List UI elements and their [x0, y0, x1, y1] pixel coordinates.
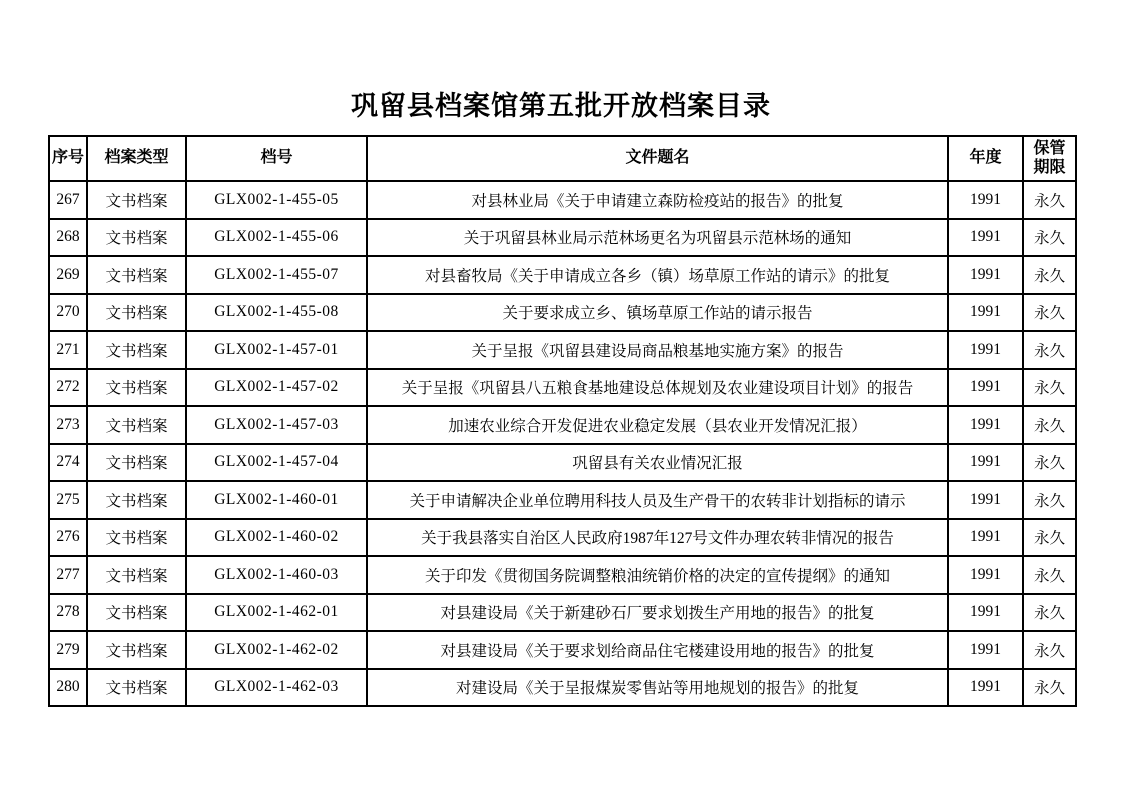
- page-title: 巩留县档案馆第五批开放档案目录: [351, 91, 771, 121]
- table-row: [49, 594, 1076, 632]
- cell-retention: 永久: [1023, 444, 1076, 482]
- cell-doc-title: 对建设局《关于呈报煤炭零售站等用地规划的报告》的批复: [367, 669, 948, 707]
- cell-retention: 永久: [1023, 631, 1076, 669]
- cell-year: 1991: [948, 256, 1023, 294]
- cell-retention: 永久: [1023, 294, 1076, 332]
- cell-retention: 永久: [1023, 406, 1076, 444]
- cell-archive-type: 文书档案: [87, 631, 186, 669]
- header-doc-number: 档号: [186, 136, 367, 181]
- cell-retention: 永久: [1023, 369, 1076, 407]
- cell-doc-number: GLX002-1-460-03: [186, 556, 367, 594]
- cell-seq: 279: [49, 631, 87, 669]
- cell-seq: 280: [49, 669, 87, 707]
- cell-year: 1991: [948, 481, 1023, 519]
- table-row: [49, 556, 1076, 594]
- cell-doc-number: GLX002-1-455-05: [186, 181, 367, 219]
- cell-year: 1991: [948, 294, 1023, 332]
- table-row: [49, 181, 1076, 219]
- cell-doc-title: 关于要求成立乡、镇场草原工作站的请示报告: [367, 294, 948, 332]
- cell-doc-number: GLX002-1-462-02: [186, 631, 367, 669]
- table-header-row: [49, 136, 1076, 181]
- table-row: [49, 631, 1076, 669]
- cell-doc-title: 关于呈报《巩留县建设局商品粮基地实施方案》的报告: [367, 331, 948, 369]
- cell-archive-type: 文书档案: [87, 594, 186, 632]
- table-row: [49, 219, 1076, 257]
- cell-retention: 永久: [1023, 331, 1076, 369]
- cell-seq: 278: [49, 594, 87, 632]
- cell-seq: 269: [49, 256, 87, 294]
- cell-doc-title: 对县畜牧局《关于申请成立各乡（镇）场草原工作站的请示》的批复: [367, 256, 948, 294]
- cell-doc-title: 关于我县落实自治区人民政府1987年127号文件办理农转非情况的报告: [367, 519, 948, 557]
- cell-year: 1991: [948, 406, 1023, 444]
- cell-doc-number: GLX002-1-457-01: [186, 331, 367, 369]
- cell-doc-title: 加速农业综合开发促进农业稳定发展（县农业开发情况汇报）: [367, 406, 948, 444]
- cell-retention: 永久: [1023, 594, 1076, 632]
- cell-year: 1991: [948, 331, 1023, 369]
- cell-archive-type: 文书档案: [87, 181, 186, 219]
- cell-doc-number: GLX002-1-455-08: [186, 294, 367, 332]
- cell-seq: 267: [49, 181, 87, 219]
- header-year: 年度: [948, 136, 1023, 181]
- cell-year: 1991: [948, 369, 1023, 407]
- table-row: [49, 406, 1076, 444]
- cell-archive-type: 文书档案: [87, 556, 186, 594]
- cell-year: 1991: [948, 519, 1023, 557]
- cell-retention: 永久: [1023, 256, 1076, 294]
- table-header: [49, 136, 1076, 181]
- cell-doc-number: GLX002-1-462-01: [186, 594, 367, 632]
- cell-archive-type: 文书档案: [87, 219, 186, 257]
- cell-seq: 273: [49, 406, 87, 444]
- cell-archive-type: 文书档案: [87, 294, 186, 332]
- cell-year: 1991: [948, 594, 1023, 632]
- cell-doc-title: 对县建设局《关于新建砂石厂要求划拨生产用地的报告》的批复: [367, 594, 948, 632]
- cell-seq: 270: [49, 294, 87, 332]
- cell-seq: 276: [49, 519, 87, 557]
- cell-archive-type: 文书档案: [87, 669, 186, 707]
- cell-doc-number: GLX002-1-455-06: [186, 219, 367, 257]
- cell-doc-title: 关于印发《贯彻国务院调整粮油统销价格的决定的宣传提纲》的通知: [367, 556, 948, 594]
- cell-archive-type: 文书档案: [87, 481, 186, 519]
- header-doc-title: 文件题名: [367, 136, 948, 181]
- cell-doc-number: GLX002-1-460-02: [186, 519, 367, 557]
- cell-retention: 永久: [1023, 556, 1076, 594]
- cell-archive-type: 文书档案: [87, 519, 186, 557]
- cell-seq: 271: [49, 331, 87, 369]
- cell-doc-number: GLX002-1-460-01: [186, 481, 367, 519]
- header-retention: 保管期限: [1023, 136, 1076, 181]
- cell-doc-number: GLX002-1-457-03: [186, 406, 367, 444]
- cell-doc-title: 巩留县有关农业情况汇报: [367, 444, 948, 482]
- cell-archive-type: 文书档案: [87, 331, 186, 369]
- archive-catalog-table: [48, 135, 1077, 707]
- cell-year: 1991: [948, 444, 1023, 482]
- cell-retention: 永久: [1023, 181, 1076, 219]
- cell-doc-title: 对县林业局《关于申请建立森防检疫站的报告》的批复: [367, 181, 948, 219]
- cell-doc-title: 对县建设局《关于要求划给商品住宅楼建设用地的报告》的批复: [367, 631, 948, 669]
- cell-doc-number: GLX002-1-455-07: [186, 256, 367, 294]
- cell-year: 1991: [948, 631, 1023, 669]
- cell-seq: 275: [49, 481, 87, 519]
- header-archive-type: 档案类型: [87, 136, 186, 181]
- cell-retention: 永久: [1023, 519, 1076, 557]
- cell-archive-type: 文书档案: [87, 256, 186, 294]
- cell-doc-number: GLX002-1-457-02: [186, 369, 367, 407]
- table-row: [49, 669, 1076, 707]
- cell-seq: 277: [49, 556, 87, 594]
- header-seq: 序号: [49, 136, 87, 181]
- cell-archive-type: 文书档案: [87, 444, 186, 482]
- table-row: [49, 331, 1076, 369]
- table-body: [49, 181, 1076, 706]
- cell-year: 1991: [948, 181, 1023, 219]
- cell-seq: 268: [49, 219, 87, 257]
- table-row: [49, 369, 1076, 407]
- cell-retention: 永久: [1023, 219, 1076, 257]
- cell-seq: 274: [49, 444, 87, 482]
- cell-doc-number: GLX002-1-457-04: [186, 444, 367, 482]
- cell-year: 1991: [948, 219, 1023, 257]
- cell-doc-number: GLX002-1-462-03: [186, 669, 367, 707]
- table-row: [49, 294, 1076, 332]
- table-row: [49, 519, 1076, 557]
- cell-archive-type: 文书档案: [87, 406, 186, 444]
- table-row: [49, 444, 1076, 482]
- cell-seq: 272: [49, 369, 87, 407]
- cell-doc-title: 关于申请解决企业单位聘用科技人员及生产骨干的农转非计划指标的请示: [367, 481, 948, 519]
- cell-doc-title: 关于巩留县林业局示范林场更名为巩留县示范林场的通知: [367, 219, 948, 257]
- cell-year: 1991: [948, 669, 1023, 707]
- cell-doc-title: 关于呈报《巩留县八五粮食基地建设总体规划及农业建设项目计划》的报告: [367, 369, 948, 407]
- cell-archive-type: 文书档案: [87, 369, 186, 407]
- cell-year: 1991: [948, 556, 1023, 594]
- table-row: [49, 256, 1076, 294]
- cell-retention: 永久: [1023, 481, 1076, 519]
- table-row: [49, 481, 1076, 519]
- cell-retention: 永久: [1023, 669, 1076, 707]
